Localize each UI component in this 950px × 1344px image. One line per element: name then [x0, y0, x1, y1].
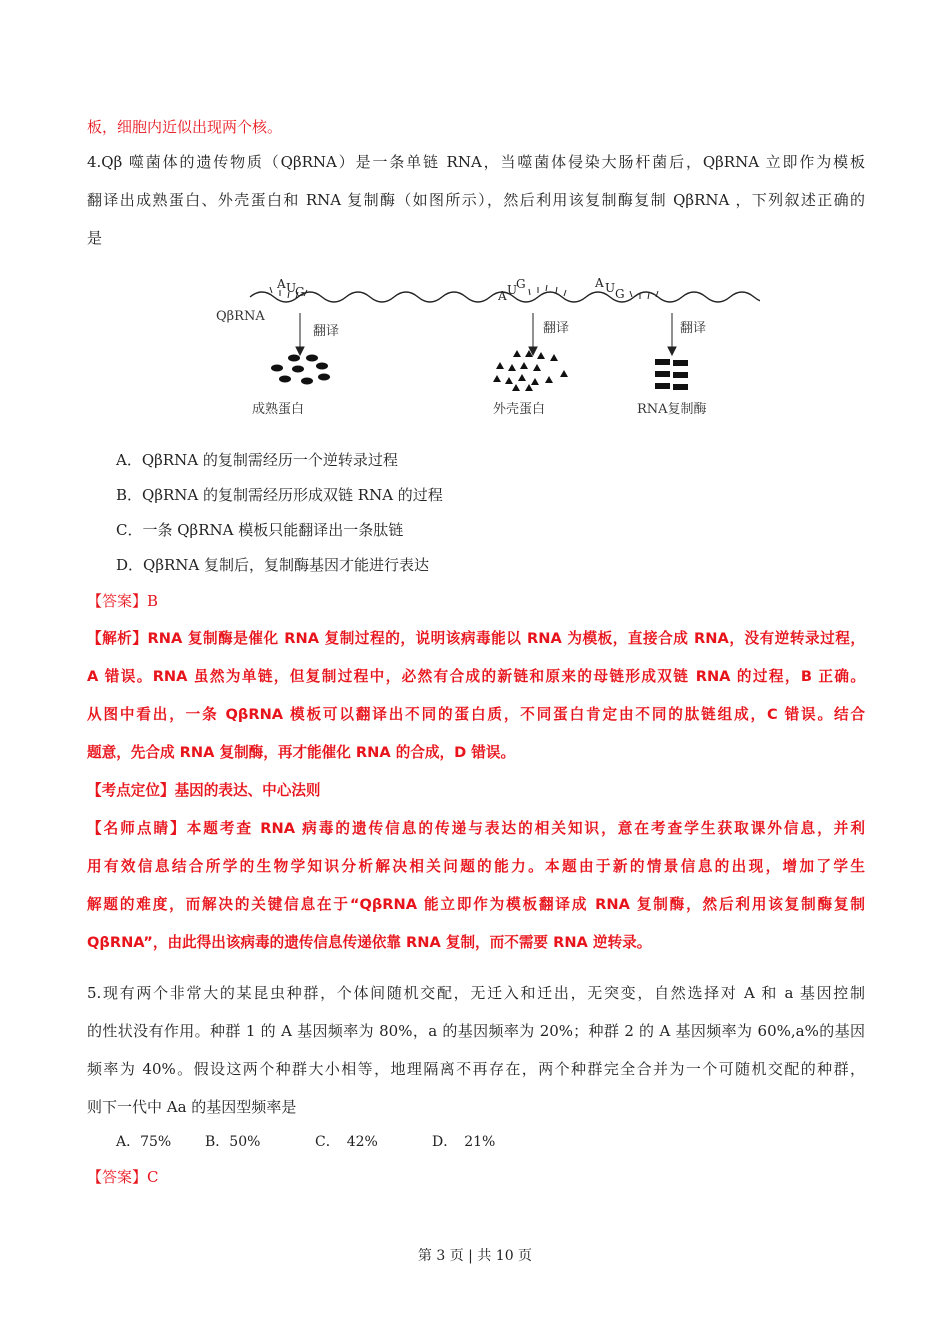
- product-label: 外壳蛋白: [493, 402, 546, 417]
- q4-teacher-comment-line: 解题的难度，而解决的关键信息在于“QβRNA 能立即作为模板翻译成 RNA 复制酶，然后利用该复制酶复制: [87, 896, 865, 913]
- translate-label: 翻译: [680, 321, 707, 336]
- q4-option-c: C．一条 QβRNA 模板只能翻译出一条肽链: [116, 521, 404, 539]
- coat-protein-triangles: [493, 350, 568, 391]
- svg-text:G: G: [516, 277, 526, 291]
- svg-text:A: A: [277, 277, 286, 291]
- translate-label: 翻译: [313, 324, 340, 339]
- q-beta-rna-translation-diagram: [200, 255, 760, 435]
- q5-stem-line: 则下一代中 Aa 的基因型频率是: [87, 1098, 297, 1116]
- codon-labels: [276, 276, 625, 303]
- q5-option-a: A．75%: [116, 1134, 172, 1150]
- q4-option-d: D．QβRNA 复制后，复制酶基因才能进行表达: [116, 556, 430, 574]
- svg-text:G: G: [295, 285, 305, 299]
- q4-teacher-comment-line: 【名师点睛】本题考查 RNA 病毒的遗传信息的传递与表达的相关知识，意在考查学生获取课外信息，并利: [87, 820, 865, 837]
- q4-stem-line: 翻译出成熟蛋白、外壳蛋白和 RNA 复制酶（如图所示），然后利用该复制酶复制 QβRNA ，下列叙述正确的: [87, 191, 865, 209]
- product-label: 成熟蛋白: [252, 402, 305, 417]
- q4-stem-line: 4.Qβ 噬菌体的遗传物质（QβRNA）是一条单链 RNA，当噬菌体侵染大肠杆菌后，QβRNA 立即作为模板: [87, 153, 865, 171]
- q4-analysis-line: 【解析】RNA 复制酶是催化 RNA 复制过程的，说明该病毒能以 RNA 为模板，直接合成 RNA，没有逆转录过程，: [87, 630, 865, 647]
- q4-analysis-line: 从图中看出，一条 QβRNA 模板可以翻译出不同的蛋白质，不同蛋白肯定由不同的肽链组成，C 错误。结合: [87, 706, 865, 723]
- q5-answer: 【答案】C: [87, 1168, 159, 1186]
- previous-answer-tail: 板，细胞内近似出现两个核。: [87, 118, 283, 136]
- q5-option-d: D． 21%: [432, 1134, 496, 1150]
- q5-option-b: B．50%: [205, 1134, 261, 1150]
- q4-teacher-comment-line: 用有效信息结合所学的生物学知识分析解决相关问题的能力。本题由于新的情景信息的出现，增加了学生: [87, 858, 865, 875]
- q4-analysis-line: A 错误。RNA 虽然为单链，但复制过程中，必然有合成的新链和原来的母链形成双链 RNA 的过程，B 正确。: [87, 668, 865, 685]
- svg-text:U: U: [605, 281, 616, 295]
- q5-option-c: C． 42%: [315, 1134, 378, 1150]
- q5-stem-line: 5.现有两个非常大的某昆虫种群，个体间随机交配，无迁入和迁出，无突变，自然选择对 A 和 a 基因控制: [87, 984, 865, 1002]
- translate-label: 翻译: [543, 321, 570, 336]
- q4-key-point: 【考点定位】基因的表达、中心法则: [87, 782, 321, 799]
- svg-text:U: U: [507, 283, 518, 297]
- svg-text:A: A: [498, 289, 507, 303]
- svg-text:A: A: [595, 276, 604, 290]
- q4-analysis-line: 题意，先合成 RNA 复制酶，再才能催化 RNA 的合成，D 错误。: [87, 744, 516, 761]
- translation-arrows: [296, 313, 676, 355]
- svg-text:U: U: [286, 281, 297, 295]
- q4-option-a: A．QβRNA 的复制需经历一个逆转录过程: [116, 451, 398, 469]
- svg-text:G: G: [615, 287, 625, 301]
- rna-label: QβRNA: [216, 309, 265, 324]
- q4-option-b: B．QβRNA 的复制需经历形成双链 RNA 的过程: [116, 486, 443, 504]
- page-footer: 第 3 页 | 共 10 页: [417, 1248, 533, 1264]
- q4-answer: 【答案】B: [87, 592, 159, 610]
- product-label: RNA复制酶: [637, 402, 707, 417]
- q5-stem-line: 的性状没有作用。种群 1 的 A 基因频率为 80%，a 的基因频率为 20%；种群 2 的 A 基因频率为 60%,a%的基因: [87, 1022, 865, 1040]
- rna-replicase-blocks: [655, 359, 688, 390]
- q5-stem-line: 频率为 40%。假设这两个种群大小相等，地理隔离不再存在，两个种群完全合并为一个可随机交配的种群，: [87, 1060, 865, 1078]
- q4-teacher-comment-line: QβRNA”，由此得出该病毒的遗传信息传递依靠 RNA 复制，而不需要 RNA 逆转录。: [87, 934, 652, 951]
- q4-stem-line: 是: [87, 229, 103, 247]
- mature-protein-dots: [271, 355, 330, 385]
